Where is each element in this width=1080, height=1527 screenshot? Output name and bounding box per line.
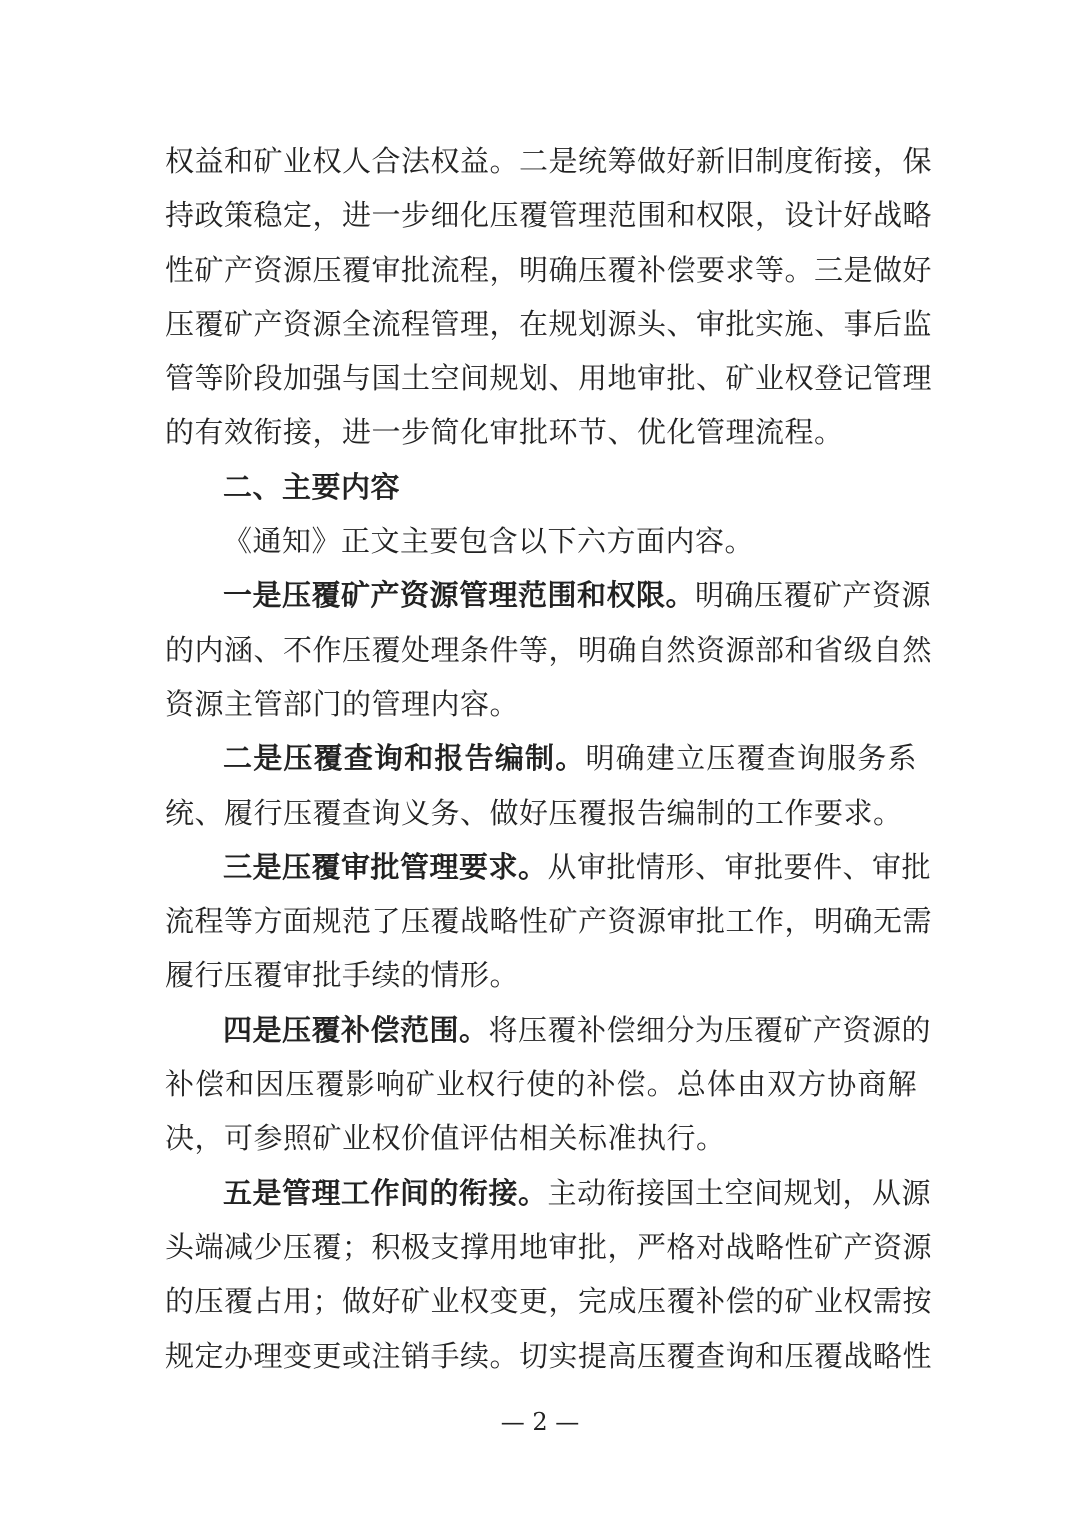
text-line: 持政策稳定，进一步细化压覆管理范围和权限，设计好战略 xyxy=(165,198,933,233)
item5-lead: 五是管理工作间的衔接。 xyxy=(223,1175,548,1210)
intro-paragraph: 《通知》正文主要包含以下六方面内容。 xyxy=(223,524,755,559)
item3-first-line xyxy=(165,840,932,894)
text-line: 流程等方面规范了压覆战略性矿产资源审批工作，明确无需 xyxy=(165,904,933,939)
text-line: 管等阶段加强与国土空间规划、用地审批、矿业权登记管理 xyxy=(165,361,933,396)
text-line: 性矿产资源压覆审批流程，明确压覆补偿要求等。三是做好 xyxy=(165,252,933,287)
text-line: 规定办理变更或注销手续。切实提高压覆查询和压覆战略性 xyxy=(165,1338,933,1373)
text-line: 的内涵、不作压覆处理条件等，明确自然资源部和省级自然 xyxy=(165,632,933,667)
text-line: 权益和矿业权人合法权益。二是统筹做好新旧制度衔接，保 xyxy=(165,144,933,178)
item1-first-line xyxy=(165,568,932,622)
text-line: 的有效衔接，进一步简化审批环节、优化管理流程。 xyxy=(165,415,844,450)
text-line: 补偿和因压覆影响矿业权行使的补偿。总体由双方协商解 xyxy=(165,1067,917,1102)
page-number: — 2 — xyxy=(500,1408,580,1436)
text-line: 资源主管部门的管理内容。 xyxy=(165,686,520,721)
item4-text: 将压覆补偿细分为压覆矿产资源的 xyxy=(488,1012,932,1047)
item5-text: 主动衔接国土空间规划，从源 xyxy=(547,1175,932,1210)
item3-lead: 三是压覆审批管理要求。 xyxy=(223,849,548,884)
text-line: 压覆矿产资源全流程管理，在规划源头、审批实施、事后监 xyxy=(165,306,933,341)
text-line: 决，可参照矿业权价值评估相关标准执行。 xyxy=(165,1121,726,1156)
item1-lead: 一是压覆矿产资源管理范围和权限。 xyxy=(223,578,696,613)
item4-lead: 四是压覆补偿范围。 xyxy=(223,1012,489,1047)
text-line: 头端减少压覆；积极支撑用地审批，严格对战略性矿产资源 xyxy=(165,1229,933,1264)
item4-first-line xyxy=(165,1003,932,1057)
item3-text: 从审批情形、审批要件、审批 xyxy=(547,849,932,884)
text-line: 统、履行压覆查询义务、做好压覆报告编制的工作要求。 xyxy=(165,795,903,830)
item5-first-line xyxy=(165,1166,932,1220)
document-body xyxy=(165,134,933,1383)
section-heading: 二、主要内容 xyxy=(223,469,401,504)
item1-text: 明确压覆矿产资源 xyxy=(695,578,932,613)
text-line: 的压覆占用；做好矿业权变更，完成压覆补偿的矿业权需按 xyxy=(165,1284,933,1319)
text-line: 履行压覆审批手续的情形。 xyxy=(165,958,520,993)
item2-first-line xyxy=(165,731,917,785)
item2-lead: 二是压覆查询和报告编制。 xyxy=(223,741,586,776)
item2-text: 明确建立压覆查询服务系 xyxy=(585,741,917,776)
